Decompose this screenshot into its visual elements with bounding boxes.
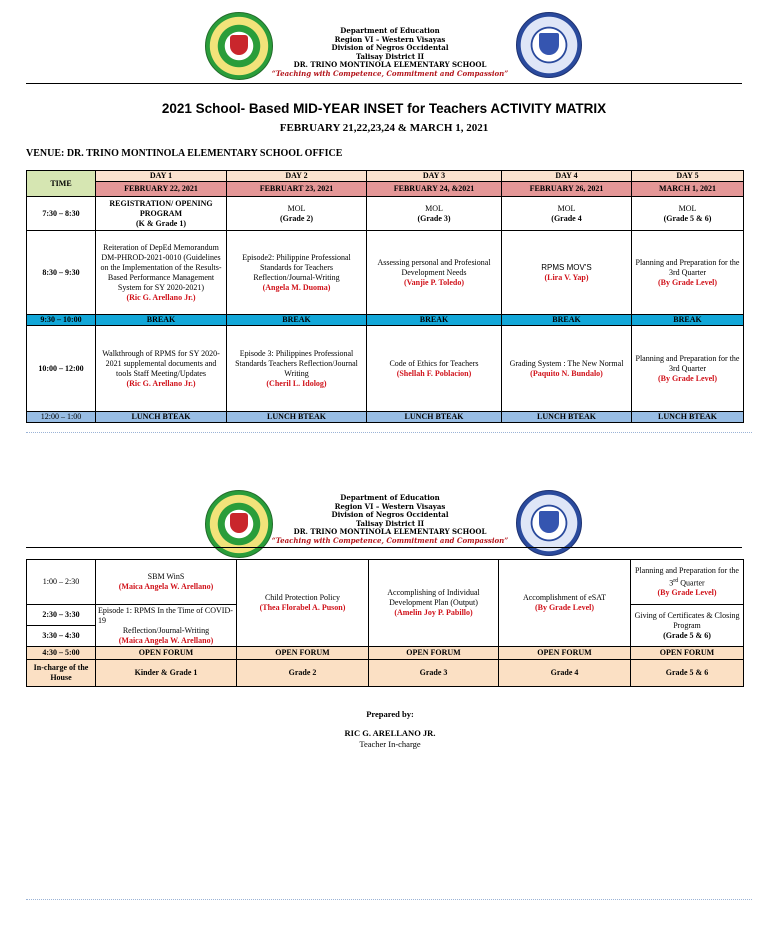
letterhead-line3: Division of Negros Occidental bbox=[331, 510, 449, 520]
activity-cell bbox=[237, 560, 369, 647]
break-cell: BREAK bbox=[367, 315, 502, 326]
activity-group: (K & Grade 1) bbox=[136, 218, 186, 228]
activity-text: Grading System : The New Normal bbox=[509, 358, 624, 368]
facilitator: (By Grade Level) bbox=[657, 373, 718, 383]
facilitator: (By Grade Level) bbox=[657, 277, 718, 287]
in-charge-cell: Grade 4 bbox=[499, 660, 631, 687]
activity-text: Child Protection Policy bbox=[264, 593, 341, 602]
prepared-by-block bbox=[0, 709, 768, 750]
letterhead-line4: Talisay District II bbox=[355, 518, 425, 528]
activity-text: Planning and Preparation for the 3rd Quarter bbox=[635, 353, 740, 373]
date-header: MARCH 1, 2021 bbox=[632, 182, 744, 197]
letterhead bbox=[0, 0, 768, 85]
table-row bbox=[27, 560, 744, 605]
school-seal-logo bbox=[205, 12, 273, 80]
page-break-line bbox=[26, 899, 752, 900]
letterhead-text bbox=[270, 494, 510, 546]
activity-cell bbox=[502, 197, 632, 231]
in-charge-cell: Grade 5 & 6 bbox=[631, 660, 744, 687]
time-cell: 7:30 – 8:30 bbox=[27, 197, 96, 231]
activity-cell bbox=[502, 231, 632, 315]
activity-text: SBM WinS bbox=[147, 572, 185, 581]
lunch-cell: LUNCH BTEAK bbox=[227, 412, 367, 423]
activity-text: Episode 3: Philippines Professional Standards Teachers Reflection/Journal Writing bbox=[235, 348, 358, 378]
date-header: FEBRUARY 24, &2021 bbox=[367, 182, 502, 197]
activity-cell bbox=[499, 560, 631, 647]
activity-text: Episode2: Philippine Professional Standards for Teachers Reflection/Journal-Writing bbox=[242, 252, 351, 282]
date-header: FEBRUART 23, 2021 bbox=[227, 182, 367, 197]
forum-cell: OPEN FORUM bbox=[369, 647, 499, 660]
activity-text-part: Planning and Preparation for the bbox=[635, 565, 739, 575]
activity-text: Planning and Preparation for the 3rd Quarter bbox=[635, 257, 740, 277]
day-header: DAY 4 bbox=[502, 171, 632, 182]
time-cell: 8:30 – 9:30 bbox=[27, 231, 96, 315]
break-cell: BREAK bbox=[227, 315, 367, 326]
facilitator: (By Grade Level) bbox=[534, 603, 595, 612]
activity-text: MOL bbox=[287, 203, 306, 213]
activity-text bbox=[633, 566, 741, 589]
date-header: FEBRUARY 22, 2021 bbox=[96, 182, 227, 197]
table-row bbox=[27, 231, 744, 315]
activity-text: MOL bbox=[557, 203, 576, 213]
activity-cell bbox=[227, 197, 367, 231]
day-header: DAY 3 bbox=[367, 171, 502, 182]
table-row bbox=[27, 326, 744, 412]
forum-cell: OPEN FORUM bbox=[499, 647, 631, 660]
activity-text-part: Quarter bbox=[680, 578, 705, 588]
activity-text: Giving of Certificates & Closing Program bbox=[634, 610, 740, 630]
preparer-name: RIC G. ARELLANO JR. bbox=[344, 728, 436, 738]
activity-cell bbox=[96, 326, 227, 412]
letterhead-line4: Talisay District II bbox=[355, 51, 425, 61]
letterhead-line1: Department of Education bbox=[340, 26, 440, 35]
activity-text: Assessing personal and Profesional Development Needs bbox=[377, 257, 491, 277]
header-rule bbox=[26, 83, 742, 84]
preparer-role: Teacher In-charge bbox=[359, 739, 421, 749]
activity-text: Reiteration of DepEd Memorandum DM-PHROD-2021-0010 (Guidelines on the Implementation of the Results-Based Performance Management System for SY 2020-2021) bbox=[100, 242, 222, 292]
time-cell: 3:30 – 4:30 bbox=[27, 626, 96, 647]
activity-cell bbox=[227, 231, 367, 315]
activity-text-superscript: rd bbox=[673, 577, 679, 584]
break-row bbox=[27, 315, 744, 326]
time-cell: 10:00 – 12:00 bbox=[27, 326, 96, 412]
lunch-cell: LUNCH BTEAK bbox=[367, 412, 502, 423]
in-charge-cell: Kinder & Grade 1 bbox=[96, 660, 237, 687]
facilitator: (Lira V. Yap) bbox=[544, 272, 589, 282]
activity-text: Accomplishment of eSAT bbox=[522, 593, 607, 602]
venue-text: VENUE: DR. TRINO MONTINOLA ELEMENTARY SCHOOL OFFICE bbox=[26, 148, 343, 159]
activity-matrix-table bbox=[26, 170, 744, 423]
activity-text: REGISTRATION/ OPENING PROGRAM bbox=[109, 198, 213, 218]
table-row bbox=[27, 197, 744, 231]
activity-cell bbox=[632, 231, 744, 315]
activity-cell bbox=[631, 605, 744, 647]
lunch-row bbox=[27, 412, 744, 423]
lunch-cell: LUNCH BTEAK bbox=[632, 412, 744, 423]
time-cell: 12:00 – 1:00 bbox=[27, 412, 96, 423]
time-header: TIME bbox=[27, 171, 96, 197]
time-cell: 9:30 – 10:00 bbox=[27, 315, 96, 326]
time-cell: 2:30 – 3:30 bbox=[27, 605, 96, 626]
activity-text: Episode 1: RPMS In the Time of COVID-19 bbox=[98, 605, 233, 625]
time-cell: 1:00 – 2:30 bbox=[27, 560, 96, 605]
activity-text: MOL bbox=[425, 203, 443, 213]
activity-group: (Grade 3) bbox=[417, 213, 451, 223]
document-subtitle: FEBRUARY 21,22,23,24 & MARCH 1, 2021 bbox=[279, 122, 489, 134]
facilitator: (Cheril L. Idolog) bbox=[266, 378, 327, 388]
activity-text-ordinal: 3 bbox=[669, 578, 674, 588]
date-header: FEBRUARY 26, 2021 bbox=[502, 182, 632, 197]
break-cell: BREAK bbox=[502, 315, 632, 326]
activity-text: Code of Ethics for Teachers bbox=[389, 358, 479, 368]
in-charge-cell: Grade 3 bbox=[369, 660, 499, 687]
deped-seal-logo bbox=[516, 12, 582, 78]
activity-text: RPMS MOV'S bbox=[541, 262, 592, 272]
page-break-line bbox=[26, 432, 752, 433]
forum-cell: OPEN FORUM bbox=[631, 647, 744, 660]
document-title: 2021 School- Based MID-YEAR INSET for Teachers ACTIVITY MATRIX bbox=[161, 101, 607, 116]
facilitator: (Angela M. Duoma) bbox=[262, 282, 331, 292]
activity-text: Reflection/Journal-Writing bbox=[122, 625, 210, 635]
open-forum-row bbox=[27, 647, 744, 660]
facilitator: (Amelin Joy P. Pabillo) bbox=[394, 608, 473, 617]
letterhead-line1: Department of Education bbox=[340, 493, 440, 502]
prepared-by-label: Prepared by: bbox=[366, 709, 414, 719]
facilitator: (Maica Angela W. Arellano) bbox=[118, 635, 214, 645]
day-header: DAY 1 bbox=[96, 171, 227, 182]
letterhead-line3: Division of Negros Occidental bbox=[331, 43, 449, 53]
facilitator: (Maica Angela W. Arellano) bbox=[118, 582, 214, 591]
activity-cell bbox=[96, 197, 227, 231]
activity-text: MOL bbox=[678, 203, 697, 213]
activity-cell bbox=[367, 197, 502, 231]
facilitator: (Ric G. Arellano Jr.) bbox=[126, 292, 196, 302]
activity-group: (Grade 2) bbox=[279, 213, 314, 223]
letterhead-line2: Region VI – Western Visayas bbox=[334, 501, 446, 511]
activity-group: (Grade 4 bbox=[551, 213, 582, 223]
in-charge-row bbox=[27, 660, 744, 687]
letterhead bbox=[0, 478, 768, 563]
letterhead-line2: Region VI – Western Visayas bbox=[334, 34, 446, 44]
facilitator: (Vanjie P. Toledo) bbox=[403, 277, 465, 287]
in-charge-cell: Grade 2 bbox=[237, 660, 369, 687]
activity-text: Walkthrough of RPMS for SY 2020-2021 supplemental documents and tools Staff Meeting/Updates bbox=[102, 348, 220, 378]
day-header: DAY 5 bbox=[632, 171, 744, 182]
activity-cell bbox=[96, 231, 227, 315]
in-charge-label: In-charge of the House bbox=[27, 660, 96, 687]
facilitator: (Thea Florabel A. Puson) bbox=[259, 603, 346, 612]
facilitator: (By Grade Level) bbox=[657, 588, 717, 598]
letterhead-school: DR. TRINO MONTINOLA ELEMENTARY SCHOOL bbox=[293, 527, 487, 537]
header-rule bbox=[26, 547, 742, 548]
forum-cell: OPEN FORUM bbox=[237, 647, 369, 660]
activity-cell bbox=[369, 560, 499, 647]
activity-cell bbox=[631, 560, 744, 605]
letterhead-motto: “Teaching with Competence, Commitment and Compassion” bbox=[271, 535, 509, 545]
activity-group: (Grade 5 & 6) bbox=[663, 213, 712, 223]
activity-text: Accomplishing of Individual Development Plan (Output) bbox=[387, 588, 480, 607]
activity-cell bbox=[227, 326, 367, 412]
letterhead-text bbox=[270, 27, 510, 79]
activity-cell bbox=[367, 231, 502, 315]
activity-cell bbox=[502, 326, 632, 412]
facilitator: (Paquito N. Bundalo) bbox=[530, 368, 603, 378]
activity-cell bbox=[632, 326, 744, 412]
forum-cell: OPEN FORUM bbox=[96, 647, 237, 660]
break-cell: BREAK bbox=[96, 315, 227, 326]
activity-matrix-table-continued bbox=[26, 559, 744, 687]
time-cell: 4:30 – 5:00 bbox=[27, 647, 96, 660]
activity-group: (Grade 5 & 6) bbox=[663, 630, 711, 640]
activity-cell bbox=[96, 560, 237, 605]
letterhead-motto: “Teaching with Competence, Commitment and Compassion” bbox=[271, 68, 509, 78]
facilitator: (Ric G. Arellano Jr.) bbox=[126, 378, 196, 388]
day-header: DAY 2 bbox=[227, 171, 367, 182]
letterhead-school: DR. TRINO MONTINOLA ELEMENTARY SCHOOL bbox=[293, 60, 487, 70]
lunch-cell: LUNCH BTEAK bbox=[96, 412, 227, 423]
break-cell: BREAK bbox=[632, 315, 744, 326]
facilitator: (Shellah F. Poblacion) bbox=[396, 368, 472, 378]
lunch-cell: LUNCH BTEAK bbox=[502, 412, 632, 423]
activity-cell bbox=[632, 197, 744, 231]
activity-cell bbox=[367, 326, 502, 412]
activity-cell bbox=[96, 605, 237, 647]
